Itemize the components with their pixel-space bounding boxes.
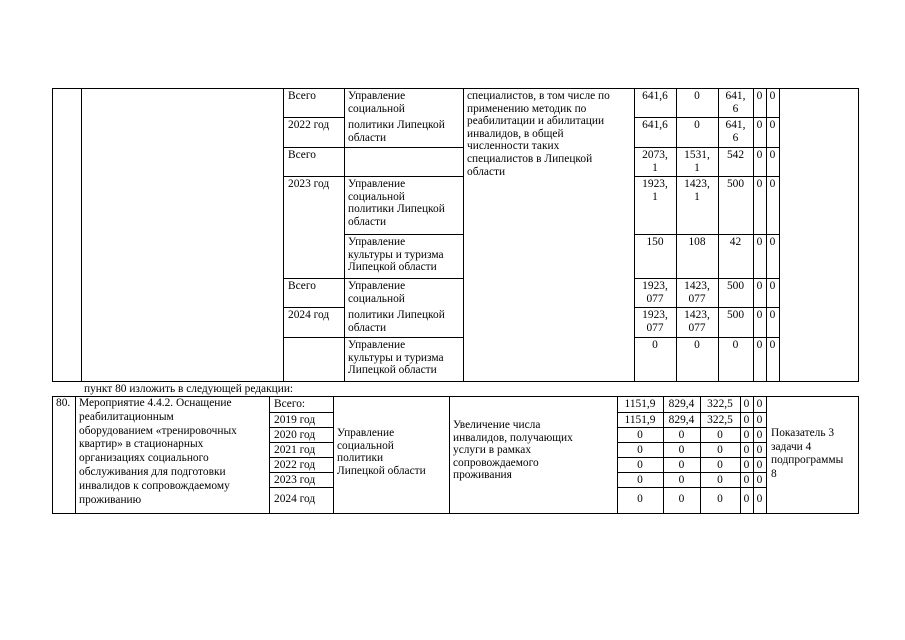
- executor-cell: Управление: [348, 280, 406, 292]
- value-cell: 0: [756, 493, 763, 505]
- value-cell: 0: [743, 493, 750, 505]
- result-text: применению методик по: [467, 102, 587, 115]
- value-cell: 0: [756, 309, 763, 321]
- value-cell: 1: [694, 161, 700, 174]
- value-cell: 829,4: [668, 414, 695, 426]
- value-cell: 0: [743, 474, 750, 486]
- table1-row-line: [344, 234, 464, 235]
- value-cell: 1: [694, 190, 700, 203]
- executor-cell: политики Липецкой: [348, 309, 445, 321]
- value-cell: 0: [678, 493, 685, 505]
- executor-cell: социальной: [337, 439, 394, 452]
- value-cell: 6: [732, 102, 739, 115]
- value-cell: 1423,: [684, 280, 710, 292]
- result-text: численности таких: [467, 140, 560, 153]
- table2-bottom-border: [52, 513, 859, 514]
- value-cell: 0: [769, 236, 776, 248]
- value-cell: 0: [743, 414, 750, 426]
- value-cell: 1: [652, 190, 658, 203]
- value-cell: 077: [646, 321, 664, 334]
- year-cell: 2019 год: [274, 414, 316, 426]
- value-cell: 500: [726, 309, 745, 321]
- indicator-text: подпрограммы: [771, 454, 844, 467]
- value-cell: 641,6: [642, 119, 668, 131]
- measure-name: квартир» в стационарных: [79, 438, 204, 451]
- value-cell: 0: [717, 493, 723, 505]
- table1-row-line: [634, 117, 780, 118]
- executor-cell: области: [348, 215, 387, 228]
- executor-cell: политики: [337, 452, 384, 465]
- result-text: сопровождаемого: [453, 456, 539, 469]
- value-cell: 108: [688, 236, 706, 248]
- measure-name: Мероприятие 4.4.2. Оснащение: [79, 397, 232, 409]
- value-cell: 0: [769, 280, 776, 292]
- executor-cell: Управление: [348, 90, 406, 102]
- table2-row-line: [269, 442, 334, 443]
- value-cell: 0: [694, 119, 700, 131]
- value-cell: 0: [769, 149, 776, 161]
- value-cell: 500: [726, 178, 745, 190]
- value-cell: 322,5: [707, 414, 733, 426]
- executor-cell: социальной: [348, 102, 405, 115]
- value-cell: 641,: [725, 119, 746, 131]
- value-cell: 0: [756, 119, 763, 131]
- table1-row-line: [634, 337, 780, 338]
- table1-row-line: [283, 147, 464, 148]
- table2-col-line: [766, 396, 767, 514]
- indicator-text: 8: [771, 467, 777, 480]
- year-cell: 2023 год: [274, 474, 316, 486]
- measure-name: реабилитационным: [79, 410, 174, 423]
- value-cell: 0: [717, 444, 723, 456]
- value-cell: 0: [637, 493, 643, 505]
- value-cell: 0: [743, 444, 750, 456]
- table1-row-line: [283, 278, 464, 279]
- value-cell: 0: [637, 474, 643, 486]
- value-cell: 0: [652, 339, 658, 351]
- value-cell: 542: [726, 149, 745, 161]
- table1-col-line: [858, 88, 859, 382]
- measure-name: оборудованием «тренировочных: [79, 424, 237, 437]
- value-cell: 0: [743, 459, 750, 471]
- year-cell: 2022 год: [274, 459, 316, 471]
- value-cell: 1531,: [684, 149, 710, 161]
- year-cell: 2020 год: [274, 429, 316, 441]
- value-cell: 077: [688, 292, 706, 305]
- row-number: 80.: [56, 397, 71, 409]
- value-cell: 322,5: [707, 398, 733, 410]
- table2-row-line: [617, 472, 767, 473]
- value-cell: 0: [637, 459, 643, 471]
- table2-row-line: [269, 427, 334, 428]
- year-cell: 2024 год: [274, 493, 316, 505]
- table1-row-line: [634, 234, 780, 235]
- value-cell: 829,4: [668, 398, 695, 410]
- table2-row-line: [617, 427, 767, 428]
- executor-cell: Управление: [348, 178, 406, 190]
- table2-col-line: [52, 396, 53, 514]
- table2-col-line: [449, 396, 450, 514]
- table2-row-line: [269, 412, 334, 413]
- executor-cell: Управление: [348, 339, 406, 351]
- value-cell: 641,: [725, 90, 746, 102]
- table2-row-line: [617, 442, 767, 443]
- executor-cell: Управление: [348, 236, 406, 248]
- table1-row-line: [283, 307, 345, 308]
- result-text: реабилитации и абилитации: [467, 115, 605, 128]
- indicator-text: задачи 4: [771, 440, 812, 453]
- value-cell: 0: [678, 444, 685, 456]
- year-cell: Всего:: [274, 398, 306, 410]
- year-cell: Всего: [288, 90, 316, 102]
- table2-col-line: [75, 396, 76, 514]
- value-cell: 1923,: [642, 178, 668, 190]
- value-cell: 0: [732, 339, 739, 351]
- value-cell: 0: [756, 444, 763, 456]
- value-cell: 077: [646, 292, 664, 305]
- measure-name: обслуживания для подготовки: [79, 466, 226, 478]
- executor-cell: Липецкой области: [348, 261, 437, 274]
- table1-row-line: [634, 176, 780, 177]
- value-cell: 077: [688, 321, 706, 334]
- value-cell: 0: [756, 236, 763, 248]
- value-cell: 2073,: [642, 149, 668, 161]
- value-cell: 1423,: [684, 309, 710, 321]
- value-cell: 6: [732, 131, 739, 144]
- value-cell: 1423,: [684, 178, 710, 190]
- value-cell: 0: [678, 474, 685, 486]
- table2-row-line: [617, 457, 767, 458]
- value-cell: 0: [743, 398, 750, 410]
- value-cell: 0: [769, 90, 776, 102]
- measure-name: инвалидов к сопровождаемому: [79, 479, 230, 492]
- value-cell: 0: [694, 339, 700, 351]
- value-cell: 0: [756, 280, 763, 292]
- result-text: области: [467, 165, 506, 178]
- value-cell: 500: [726, 280, 745, 292]
- value-cell: 0: [756, 474, 763, 486]
- table1-row-line: [634, 278, 780, 279]
- year-cell: 2023 год: [288, 178, 330, 190]
- table2-row-line: [617, 487, 767, 488]
- executor-cell: Управление: [337, 427, 395, 439]
- value-cell: 0: [743, 429, 750, 441]
- value-cell: 0: [717, 474, 723, 486]
- result-text: инвалидов, в общей: [467, 127, 564, 140]
- year-cell: Всего: [288, 149, 316, 161]
- executor-cell: области: [348, 131, 387, 144]
- executor-cell: социальной: [348, 190, 405, 203]
- executor-cell: Липецкой области: [348, 364, 437, 377]
- year-cell: 2022 год: [288, 119, 330, 131]
- executor-cell: области: [348, 321, 387, 334]
- value-cell: 0: [637, 444, 643, 456]
- result-text: специалистов, в том числе по: [467, 90, 610, 102]
- table1-row-line: [283, 176, 464, 177]
- value-cell: 1923,: [642, 280, 668, 292]
- value-cell: 0: [769, 339, 776, 351]
- table2-col-line: [333, 396, 334, 514]
- value-cell: 0: [769, 119, 776, 131]
- table2-row-line: [269, 472, 334, 473]
- table1-col-line: [81, 88, 82, 382]
- value-cell: 0: [769, 178, 776, 190]
- table1-row-line: [283, 337, 464, 338]
- year-cell: Всего: [288, 280, 316, 292]
- executor-cell: социальной: [348, 292, 405, 305]
- indicator-text: Показатель 3: [771, 427, 835, 439]
- value-cell: 0: [678, 459, 685, 471]
- value-cell: 0: [756, 149, 763, 161]
- value-cell: 0: [756, 178, 763, 190]
- value-cell: 0: [756, 414, 763, 426]
- year-cell: 2021 год: [274, 444, 316, 456]
- executor-cell: культуры и туризма: [348, 351, 444, 364]
- value-cell: 0: [756, 429, 763, 441]
- section-heading: пункт 80 изложить в следующей редакции:: [84, 383, 294, 395]
- table1-bottom-border: [52, 381, 859, 382]
- value-cell: 0: [717, 459, 723, 471]
- table1-row-line: [283, 117, 345, 118]
- value-cell: 1151,9: [624, 398, 656, 410]
- value-cell: 0: [756, 459, 763, 471]
- value-cell: 0: [717, 429, 723, 441]
- table1-row-line: [634, 307, 780, 308]
- table1-col-line: [52, 88, 53, 382]
- year-cell: 2024 год: [288, 309, 330, 321]
- value-cell: 1151,9: [624, 414, 656, 426]
- result-text: проживания: [453, 469, 512, 482]
- value-cell: 150: [646, 236, 664, 248]
- table1-row-line: [634, 147, 780, 148]
- executor-cell: политики Липецкой: [348, 119, 445, 131]
- value-cell: 0: [756, 339, 763, 351]
- result-text: инвалидов, получающих: [453, 431, 573, 444]
- measure-name: организациях социального: [79, 452, 209, 465]
- result-text: Увеличение числа: [453, 419, 541, 431]
- table1-top-border: [52, 88, 859, 89]
- value-cell: 1923,: [642, 309, 668, 321]
- measure-name: проживанию: [79, 493, 142, 506]
- value-cell: 0: [756, 90, 763, 102]
- executor-cell: Липецкой области: [337, 464, 426, 477]
- result-text: услуги в рамках: [453, 444, 532, 457]
- value-cell: 1: [652, 161, 658, 174]
- executor-cell: политики Липецкой: [348, 203, 445, 216]
- table2-col-line: [269, 396, 270, 514]
- value-cell: 0: [756, 398, 763, 410]
- value-cell: 42: [729, 236, 742, 248]
- table2-row-line: [269, 457, 334, 458]
- executor-cell: культуры и туризма: [348, 248, 444, 261]
- value-cell: 0: [694, 90, 700, 102]
- value-cell: 0: [769, 309, 776, 321]
- table2-col-line: [858, 396, 859, 514]
- value-cell: 0: [637, 429, 643, 441]
- table2-row-line: [617, 412, 767, 413]
- value-cell: 641,6: [642, 90, 668, 102]
- value-cell: 0: [678, 429, 685, 441]
- table2-row-line: [269, 487, 334, 488]
- result-text: специалистов в Липецкой: [467, 153, 593, 165]
